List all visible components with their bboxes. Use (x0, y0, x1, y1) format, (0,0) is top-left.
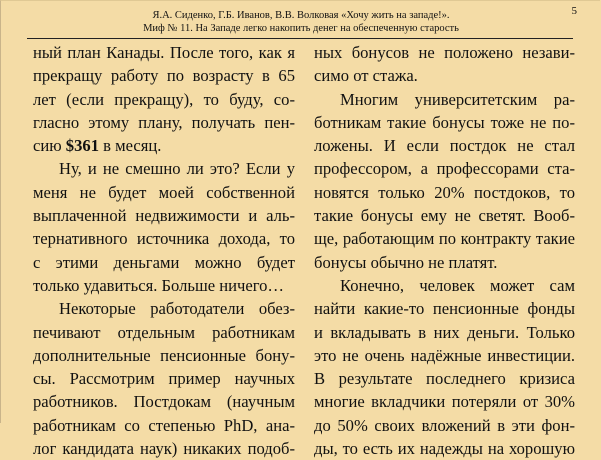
text-line: тернативного источника дохода, то (33, 229, 295, 249)
text-line: ды, то есть их надежды на хорошую (314, 439, 575, 459)
right-column (314, 41, 575, 460)
text-line: В результате последнего кризиса (314, 369, 575, 389)
text-line: до 50% своих вложений в эти фон- (314, 415, 575, 435)
running-header (1, 10, 601, 40)
text-line: сы. Рассмотрим пример научных (33, 369, 295, 389)
paragraph-start-line: Ну, и не смешно ли это? Если у (59, 159, 295, 179)
text-line: найти какие-то пенсионные фонды (314, 299, 575, 319)
text-line: печивают отдельным работникам (33, 322, 295, 342)
text-line: ный план Канады. После того, как я (33, 43, 295, 62)
header-rule (27, 38, 573, 39)
text-line: симо от стажа. (314, 66, 418, 86)
text-line: и вкладывать в них деньги. Только (314, 322, 575, 342)
text-line: новятся только 20% постдоков, то (314, 182, 575, 202)
text-line: бонусы обычно не платят. (314, 252, 498, 272)
text-line: это не очень надёжные инвестиции. (314, 345, 575, 365)
paragraph-start-line: Конечно, человек может сам (340, 275, 575, 295)
text-line: лет (если прекращу), то буду, со- (33, 89, 295, 109)
text-line: ных бонусов не положено незави- (314, 43, 575, 62)
page-number: 5 (571, 5, 577, 17)
text-line: такие бонусы ему не светят. Вооб- (314, 206, 575, 226)
header-authors-title: Я.А. Сиденко, Г.Б. Иванов, В.В. Волковая «Хочу жить на западе!». (152, 10, 450, 21)
text-line: профессором, а профессорами ста- (314, 159, 575, 179)
text-line: только удавиться. Больше ничего… (33, 275, 285, 295)
text-line: гласно этому плану, получать пен- (33, 112, 295, 132)
text-line: прекращу работу по возрасту в 65 (33, 66, 295, 86)
text-line: работников. Постдокам (научным (33, 392, 295, 412)
text-line: лог кандидата наук) никаких подоб- (33, 439, 295, 459)
paragraph-start-line: Некоторые работодатели обез- (59, 299, 295, 319)
text-line: меня не будет моей собственной (33, 182, 295, 202)
text-line: многие вкладчики потеряли от 30% (314, 392, 575, 412)
text-line: с этими деньгами можно будет (33, 252, 295, 272)
pension-amount: $361 (65, 136, 99, 156)
paragraph-start-line: Многим университетским ра- (340, 89, 575, 109)
text-fragment: сию (33, 136, 66, 156)
text-line: ботникам такие бонусы тоже не по- (314, 112, 575, 132)
text-line: ще, работающим по контракту такие (314, 229, 575, 249)
text-line: выплаченной недвижимости и аль- (33, 206, 295, 226)
text-line: работникам со степенью PhD, ана- (33, 415, 295, 435)
text-line: ложены. И если постдок не стал (314, 136, 575, 156)
header-chapter-title: Миф № 11. На Западе легко накопить денег на обеспеченную старость (143, 23, 459, 34)
text-line: дополнительные пенсионные бону- (33, 345, 295, 365)
text-fragment: в месяц. (98, 136, 162, 156)
left-column (33, 41, 295, 460)
text-line (33, 134, 295, 157)
